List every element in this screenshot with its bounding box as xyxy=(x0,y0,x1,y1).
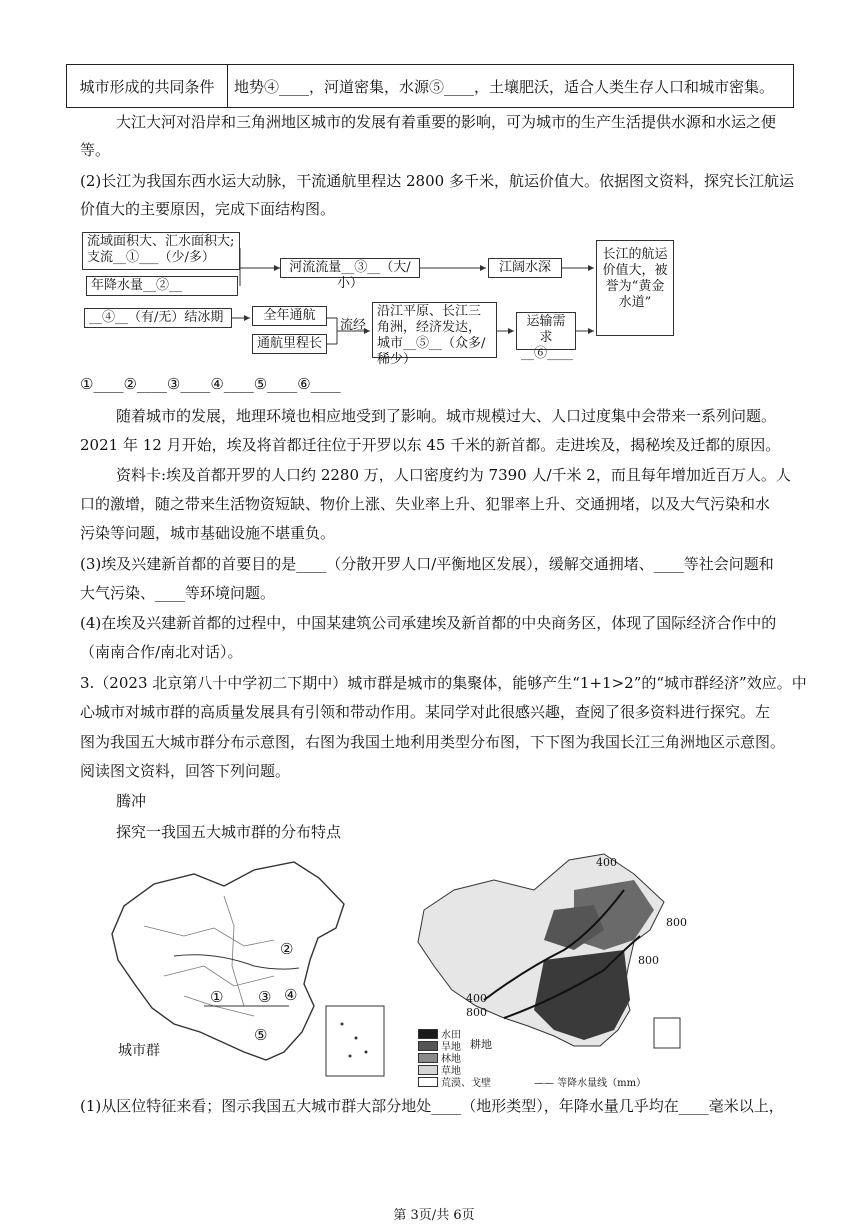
legend-item: 荒漠、戈壁 xyxy=(418,1074,491,1089)
structure-diagram xyxy=(82,228,792,368)
cluster-marker: ① xyxy=(210,988,224,1006)
isoline-label: 400 xyxy=(466,992,487,1005)
text-line: 腾冲 xyxy=(116,792,147,810)
legend-group-label: 耕地 xyxy=(470,1038,492,1051)
legend-swatch xyxy=(418,1053,438,1063)
question-4-text: (4)在埃及兴建新首都的过程中，中国某建筑公司承建埃及新首都的中央商务区，体现了国际经济合作中的 xyxy=(80,614,777,632)
answer-blanks: ①____②____③____④____⑤____⑥____ xyxy=(80,375,341,393)
legend-swatch xyxy=(418,1077,438,1087)
question-1-text: (1)从区位特征来看；图示我国五大城市群大部分地处____（地形类型），年降水量几乎均在____毫米以上， xyxy=(80,1097,784,1115)
legend-swatch xyxy=(418,1065,438,1075)
isoline-label: 400 xyxy=(596,856,617,869)
data-card-text: 口的激增，随之带来生活物资短缺、物价上涨、失业率上升、犯罪率上升、交通拥堵，以及大气污染和水 xyxy=(80,495,771,513)
section-heading: 探究一我国五大城市群的分布特点 xyxy=(116,823,342,841)
question-2-text: (2)长江为我国东西水运大动脉，干流通航里程达 2800 多千米，航运价值大。依据图文资料，探究长江航运 xyxy=(80,172,794,190)
legend-item: 草地 xyxy=(418,1062,461,1077)
legend-swatch xyxy=(418,1029,438,1039)
text-line: 等。 xyxy=(80,141,111,159)
isoline-label: 800 xyxy=(666,916,687,929)
flow-box-long-mileage: 通航里程长 xyxy=(252,334,327,354)
flow-box-drainage: 流域面积大、汇水面积大;支流__①___（少/多） xyxy=(82,232,240,270)
question-3-text: 大气污染、____等环境问题。 xyxy=(80,584,276,602)
table-cell-label: 城市形成的共同条件 xyxy=(67,65,228,108)
flow-box-wide-deep: 江阔水深 xyxy=(488,258,562,278)
text-line: 2021 年 12 月开始，埃及将首都迁往位于开罗以东 45 千米的新首都。走进埃及，揭秘埃及迁都的原因。 xyxy=(80,436,781,454)
question-3-intro: 3.（2023 北京第八十中学初二下期中）城市群是城市的集聚体，能够产生“1+1>2”的“城市群经济”效应。中 xyxy=(80,674,807,692)
flow-box-economy: 沿江平原、长江三角洲，经济发达，城市__⑤__（众多/稀少） xyxy=(372,302,497,358)
question-3-intro: 阅读图文资料，回答下列问题。 xyxy=(80,762,291,780)
cluster-marker: ③ xyxy=(258,988,272,1006)
legend-swatch xyxy=(418,1041,438,1051)
city-clusters-map xyxy=(104,856,388,1082)
cluster-marker: ⑤ xyxy=(254,1026,268,1044)
question-3-text: (3)埃及兴建新首都的首要目的是____（分散开罗人口/平衡地区发展），缓解交通拥堵、____等社会问题和 xyxy=(80,555,774,573)
flow-box-freezing: __④__（有/无）结冰期 xyxy=(84,308,232,328)
isoline-label: 800 xyxy=(638,954,659,967)
flow-box-golden-waterway: 长江的航运价值大，被誉为“黄金水道” xyxy=(596,240,674,336)
flow-box-precipitation: 年降水量__②__ xyxy=(86,276,238,296)
flow-box-year-round: 全年通航 xyxy=(252,306,327,326)
cluster-marker: ② xyxy=(280,940,294,958)
isoline-legend: —— 等降水量线（mm） xyxy=(534,1078,647,1089)
text-line: 大江大河对沿岸和三角洲地区城市的发展有着重要的影响，可为城市的生产生活提供水源和水运之便 xyxy=(116,113,777,131)
question-3-intro: 图为我国五大城市群分布示意图，右图为我国土地利用类型分布图，下下图为我国长江三角洲地区示意图。 xyxy=(80,733,786,751)
table-cell-content: 地势④____，河道密集，水源⑤____，土壤肥沃，适合人类生存人口和城市密集。 xyxy=(228,65,794,108)
flow-box-river-flow: 河流流量__③__（大/小） xyxy=(280,258,420,278)
legend-item: 水田 xyxy=(418,1026,461,1041)
question-4-text: （南南合作/南北对话）。 xyxy=(80,643,243,661)
legend-item: 旱地 xyxy=(418,1038,461,1053)
question-2-text: 价值大的主要原因，完成下面结构图。 xyxy=(80,200,336,218)
text-line: 随着城市的发展，地理环境也相应地受到了影响。城市规模过大、人口过度集中会带来一系列问题。 xyxy=(116,407,777,425)
map-caption: 城市群 xyxy=(118,1043,160,1059)
cluster-marker: ④ xyxy=(284,986,298,1004)
data-card-text: 资料卡:埃及首都开罗的人口约 2280 万，人口密度约为 7390 人/千米 2，而且每年增加近百万人。人 xyxy=(116,466,791,484)
flow-box-transport-demand: 运输需求__⑥____ xyxy=(516,312,576,350)
data-card-text: 污染等问题，城市基础设施不堪重负。 xyxy=(80,524,336,542)
land-use-map xyxy=(404,850,704,1089)
flow-label-through: 流经 xyxy=(340,318,367,333)
conditions-table xyxy=(66,64,794,108)
page-footer: 第 3页/共 6页 xyxy=(393,1208,475,1223)
question-3-intro: 心城市对城市群的高质量发展具有引领和带动作用。某同学对此很感兴趣，查阅了很多资料进行探究。左 xyxy=(80,703,771,721)
legend-item: 林地 xyxy=(418,1050,461,1065)
isoline-label: 800 xyxy=(466,1006,487,1019)
